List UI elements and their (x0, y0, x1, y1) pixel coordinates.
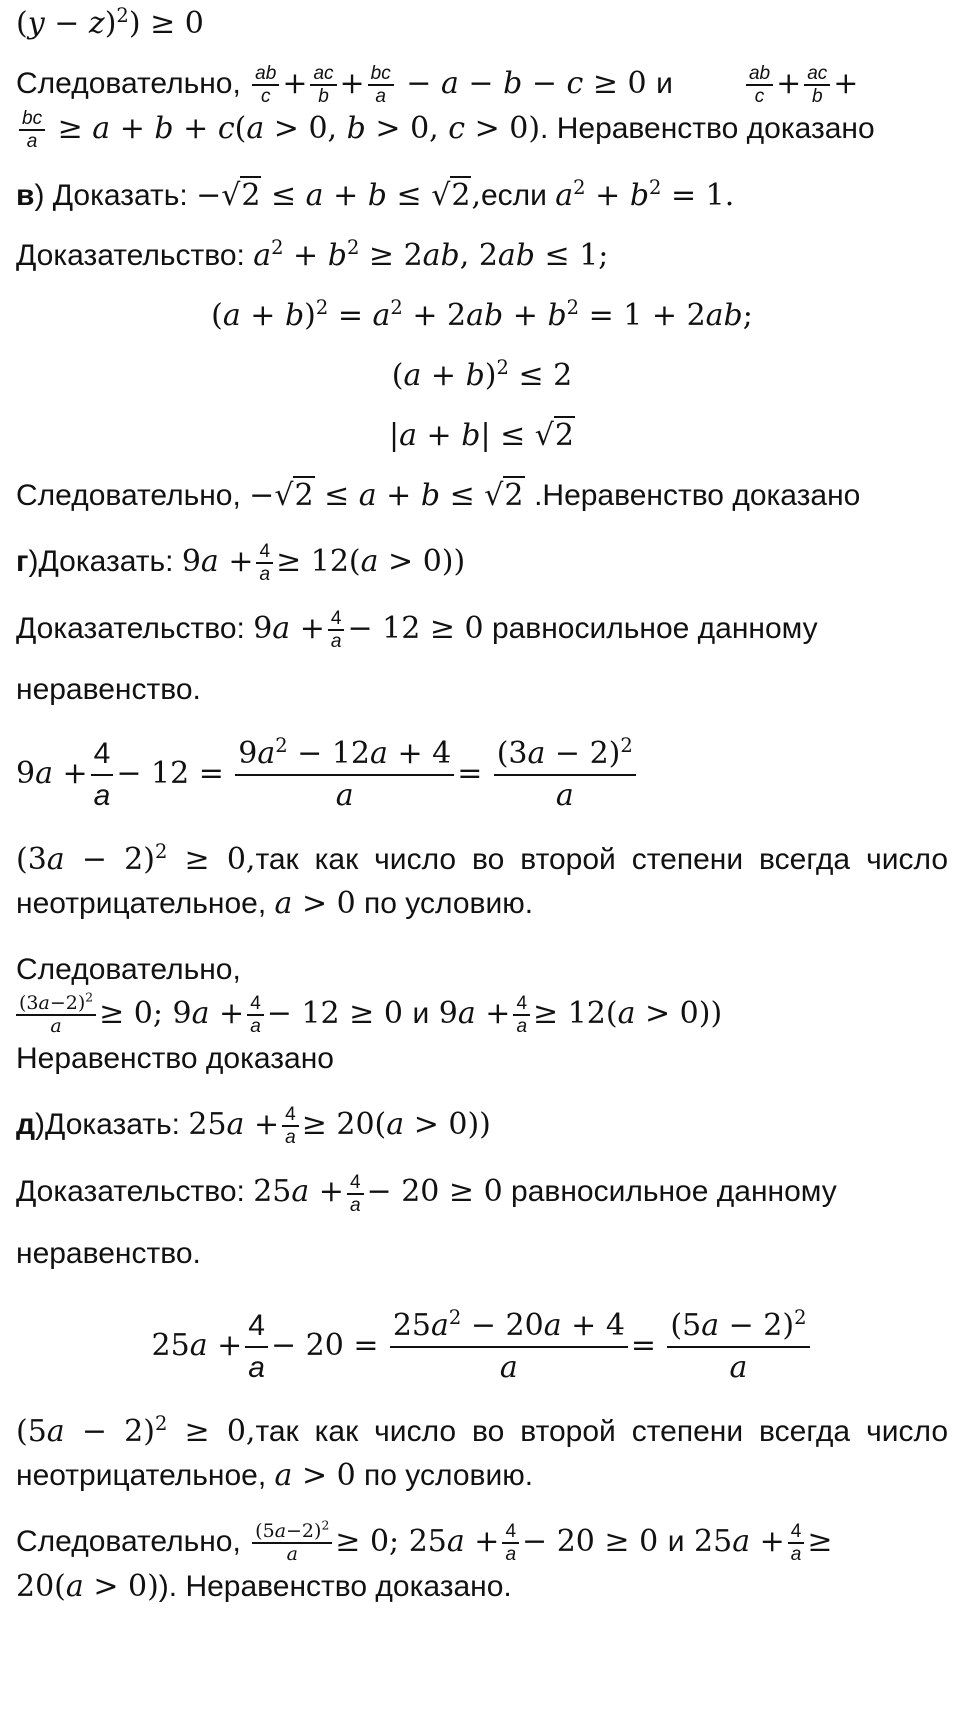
section-g-conclusion-1: Следовательно, (16, 953, 241, 987)
formula-v-3: |a + b| ≤ √2 (389, 418, 574, 454)
section-d-reason: $(5a - 2)^2 \ge 0,так$ как число во второй степени всегда число неотрицательное, a > 0 по условию. (16, 1411, 949, 1493)
text-sledovatelno: Следовательно, (16, 67, 241, 100)
section-v-conclusion: Следовательно, −√2 ≤ a + b ≤ √2 .Неравенство доказано (16, 478, 861, 514)
section-g-statement: г)Доказать: 9a + $\frac{4}{a}$ ≥ 12(a > 0)) (16, 541, 466, 586)
section-label-v: в (16, 179, 35, 213)
formula-v-2: $(a + b)^2 \le 2$ (391, 356, 573, 394)
line-2: Следовательно, $\frac{ab}{c}$ + $\frac{ac}{b}$ + $\frac{bc}{a}$ − a − b − c ≥ 0 и $\frac{ab}{c}$ + $\frac{ac}{b}$ + (16, 63, 859, 108)
formula-d-1: 25a + $\frac{4}{a}$ − 20 = $\frac{25a^2 - 20a + 4}{a}$ = $\frac{(5a - 2)^2}{a}$ (16, 1306, 948, 1388)
section-label-d: д (16, 1108, 36, 1142)
section-label-g: г (16, 545, 29, 579)
section-g-conclusion-2: $\frac{(3a-2)^2}{a}$ ≥ 0; 9a + $\frac{4}{a}$ − 12 ≥ 0 и 9a + $\frac{4}{a}$ ≥ 12(a > 0)) (16, 992, 948, 1037)
formula-g-1: 9a + $\frac{4}{a}$ − 12 = $\frac{9a^2 - 12a + 4}{a}$ = $\frac{(3a - 2)^2}{a}$ (16, 734, 948, 816)
section-d-proof: Доказательство: 25a + $\frac{4}{a}$ − 20 ≥ 0 равносильное данному (16, 1171, 837, 1216)
section-v-statement: в) Доказать: −√2 ≤ a + b ≤ √2,если $a^2 + b^2 = 1$. (16, 176, 735, 214)
text-neravenstvo-g: неравенство. (16, 673, 201, 707)
line-1: $(y - z)^2) \ge 0$ (16, 4, 204, 41)
section-d-conclusion-1: Следовательно, $\frac{(5a-2)^2}{a}$ ≥ 0; 25a + $\frac{4}{a}$ − 20 ≥ 0 и 25a + $\frac{4}{a}$ ≥ (16, 1518, 833, 1565)
text-neravenstvo-d: неравенство. (16, 1236, 201, 1270)
section-g-proved: Неравенство доказано (16, 1042, 334, 1076)
section-d-statement: д)Доказать: 25a + $\frac{4}{a}$ ≥ 20(a > 0)) (16, 1104, 491, 1149)
line-3: $\frac{bc}{a}$ ≥ a + b + c(a > 0, b > 0, c > 0). Неравенство доказано (16, 107, 948, 152)
formula-v-1: $(a + b)^2 = a^2 + 2ab + b^2 = 1 + 2ab$; (211, 296, 753, 334)
section-v-proof: Доказательство: $a^2 + b^2 \ge 2ab$, 2ab ≤ 1; (16, 236, 609, 274)
section-d-conclusion-2: 20(a > 0)). Неравенство доказано. (16, 1568, 512, 1604)
section-g-proof: Доказательство: 9a + $\frac{4}{a}$ − 12 ≥ 0 равносильное данному (16, 608, 818, 653)
section-g-reason: $(3a - 2)^2 \ge 0,так$ как число во второй степени всегда число неотрицательное, a > 0 по условию. (16, 840, 949, 922)
